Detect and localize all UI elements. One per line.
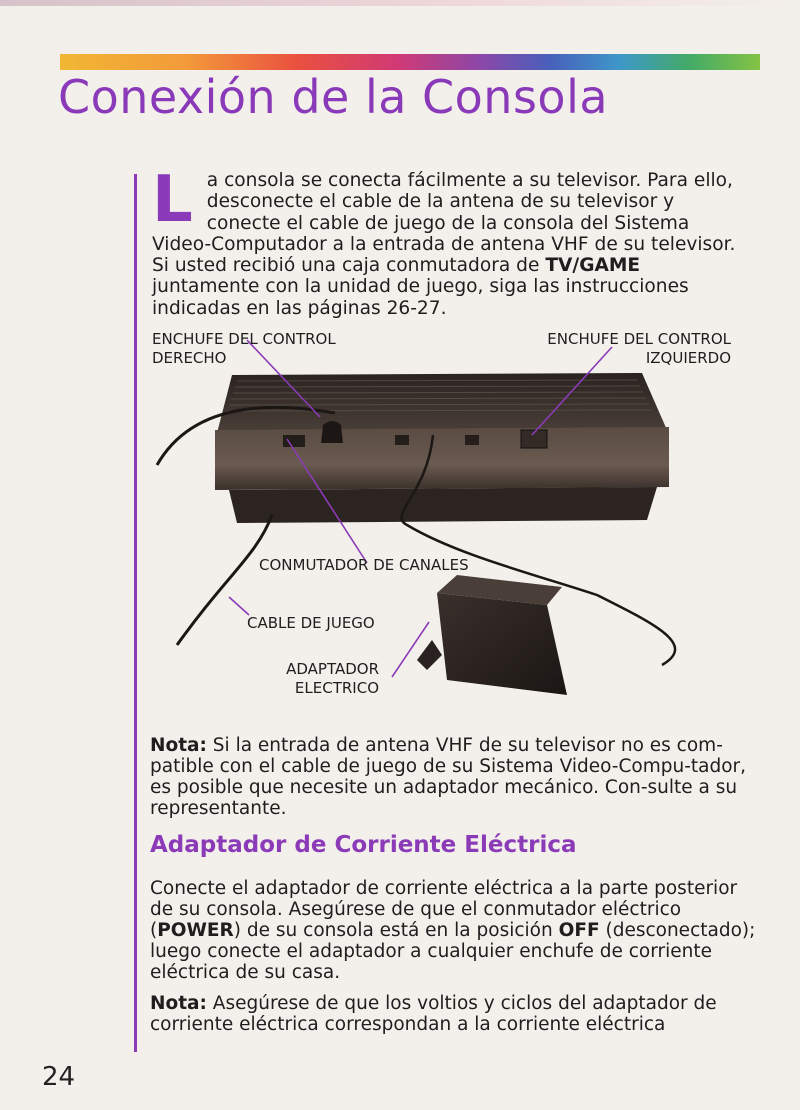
console-connection-figure [137, 325, 787, 725]
label-line: ENCHUFE DEL CONTROL [547, 330, 731, 348]
note-label: Nota: [150, 735, 207, 756]
adapter-text-1: Conecte el adaptador de corriente eléctrica a la parte posterior de su consola. Asegúrese de que el conmutador eléctrico ( [150, 878, 738, 941]
console-top [217, 373, 667, 433]
label-line: DERECHO [152, 349, 227, 367]
right-controller-plug [321, 421, 343, 443]
label-left-controller-jack [525, 330, 731, 368]
console-base-shadow [229, 487, 657, 523]
adapter-text-3: (desconectado); luego conecte el adaptador a cualquier enchufe de corriente eléctrica de su casa. [150, 920, 756, 983]
adapter-paragraph [150, 878, 760, 983]
page-number: 24 [42, 1062, 76, 1092]
power-term: POWER [157, 920, 234, 941]
label-channel-switch: CONMUTADOR DE CANALES [259, 556, 469, 574]
intro-paragraph [152, 163, 752, 319]
page-title: Conexión de la Consola [58, 70, 609, 124]
note-label: Nota: [150, 993, 207, 1014]
channel-switch-port [283, 435, 305, 447]
intro-bold-tv-game: TV/GAME [545, 255, 641, 277]
label-line: ELECTRICO [294, 679, 379, 697]
intro-text-2: juntamente con la unidad de juego, siga las instrucciones indicadas en las páginas 26-27. [152, 276, 689, 319]
drop-cap: L [152, 163, 193, 237]
section-title: Adaptador de Corriente Eléctrica [150, 832, 577, 858]
label-line: IZQUIERDO [645, 349, 731, 367]
label-line: ENCHUFE DEL CONTROL [152, 330, 336, 348]
note-vhf-compatibility [150, 735, 760, 819]
rainbow-header-bar [60, 54, 760, 70]
label-power-adapter [269, 660, 379, 698]
power-adapter [437, 593, 567, 695]
label-line: ADAPTADOR [286, 660, 379, 678]
note-text: Asegúrese de que los voltios y ciclos del adaptador de corriente eléctrica correspondan a la corriente eléctrica [150, 993, 717, 1035]
adapter-text-2: ) de su consola está en la posición [233, 920, 559, 941]
intro-text-1: a consola se conecta fácilmente a su televisor. Para ello, desconecte el cable de la antena de su televisor y conecte el cable de juego de la consola del Sistema Video-Computador a la entrada de antena VHF de su televisor. Si usted recibió una caja conmutadora de [152, 170, 736, 277]
console-photo-illustration [137, 325, 787, 725]
note-voltage [150, 993, 760, 1035]
label-right-controller-jack [152, 330, 336, 368]
page-corner-tint [0, 0, 800, 6]
off-term: OFF [558, 920, 600, 941]
label-game-cable: CABLE DE JUEGO [247, 614, 375, 632]
note-text: Si la entrada de antena VHF de su televisor no es com-patible con el cable de juego de su Sistema Video-Compu-tador, es posible que necesite un adaptador mecánico. Con-sulte a su representante. [150, 735, 747, 819]
